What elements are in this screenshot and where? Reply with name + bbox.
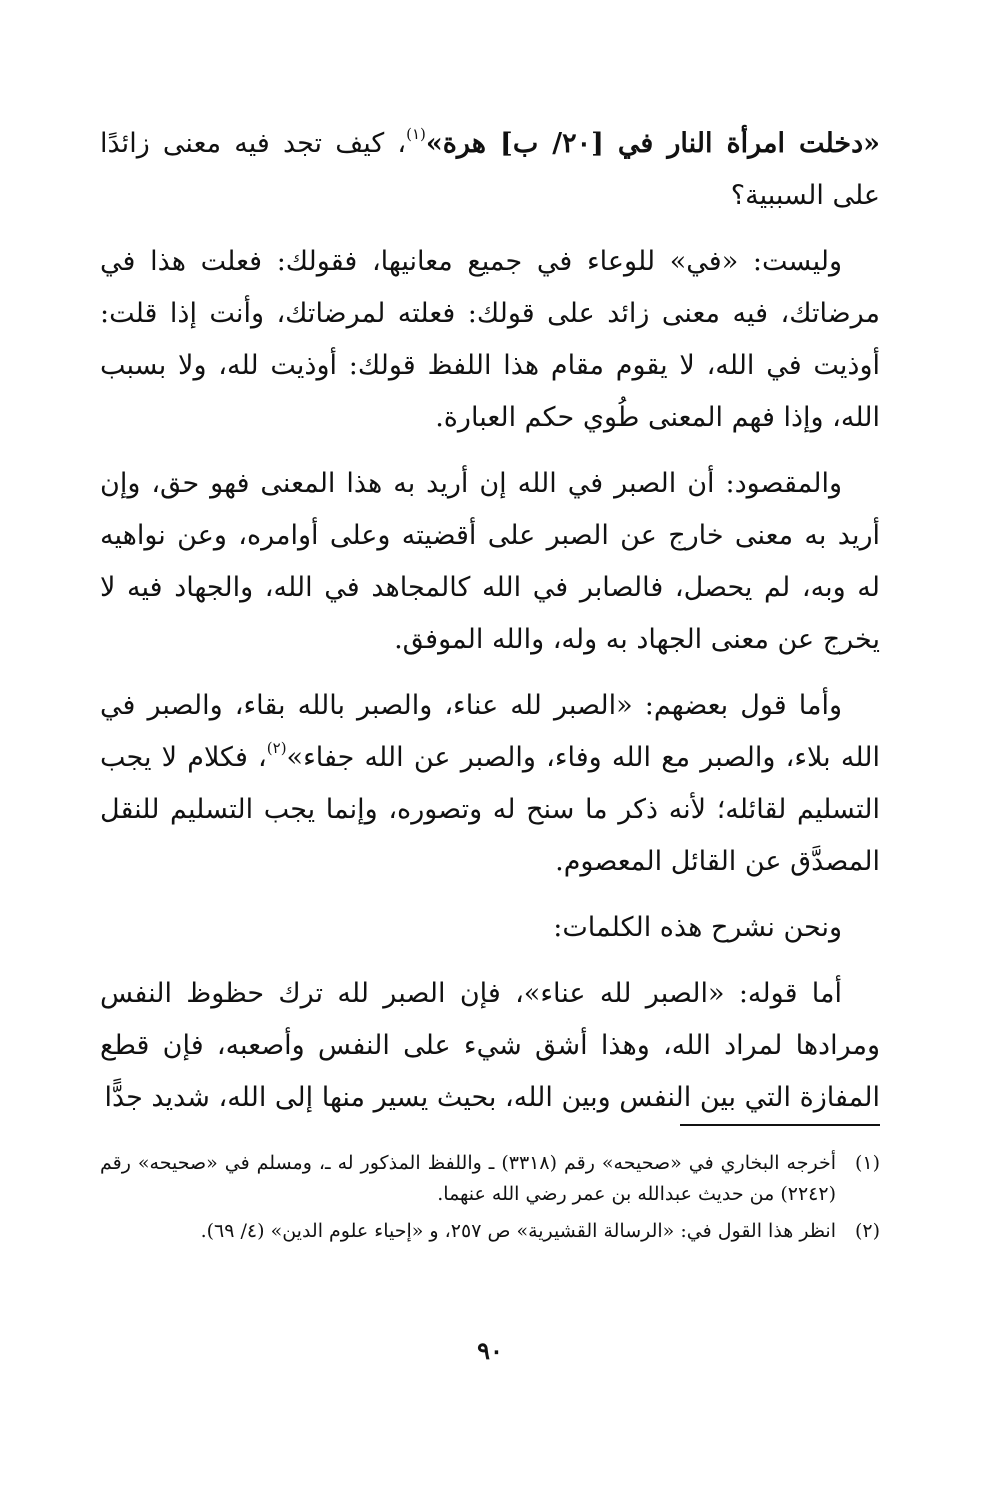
page-number: ٩٠ (477, 1336, 503, 1365)
footnote-text: أخرجه البخاري في «صحيحه» رقم (٣٣١٨) ـ واللفظ المذكور له ـ، ومسلم في «صحيحه» رقم (٢٢٤٢) من حديث عبدالله بن عمر رضي الله عنهما. (100, 1152, 836, 1205)
footnote-ref-2[interactable]: (٢) (266, 739, 287, 757)
footnote-2 (100, 1216, 880, 1247)
paragraph-3: والمقصود: أن الصبر في الله إن أريد به هذا المعنى فهو حق، وإن أريد به معنى خارج عن الصبر على أقضيته وعلى أوامره، وعن نواهيه له وبه، لم يحصل، فالصابر في الله كالمجاهد في الله، والجهاد فيه لا يخرج عن معنى الجهاد به وله، والله الموفق. (100, 468, 880, 655)
paragraph-5: ونحن نشرح هذه الكلمات: (553, 912, 842, 943)
paragraph-1 (100, 118, 880, 222)
footnote-text: انظر هذا القول في: «الرسالة القشيرية» ص ٢٥٧، و «إحياء علوم الدين» (٤/ ٦٩). (200, 1220, 836, 1242)
paragraph-1-rest: ، كيف تجد فيه معنى زائدًا على السببية؟ (100, 128, 880, 211)
footnote-ref-1[interactable]: (١) (406, 125, 426, 143)
footnote-divider (680, 1124, 880, 1126)
footnotes (100, 1148, 880, 1253)
paragraph-4 (100, 680, 880, 888)
paragraph-4-rest: ، فكلام لا يجب التسليم لقائله؛ لأنه ذكر ما سنح له وتصوره، وإنما يجب التسليم للنقل المصدَّق عن القائل المعصوم. (100, 742, 880, 877)
footnote-1 (100, 1148, 880, 1210)
footnote-number: (٢) (854, 1220, 880, 1242)
paragraph-2: وليست: «في» للوعاء في جميع معانيها، فقولك: فعلت هذا في مرضاتك، فيه معنى زائد على قولك: فعلته لمرضاتك، وأنت إذا قلت: أوذيت في الله، لا يقوم مقام هذا اللفظ قولك: أوذيت لله، ولا بسبب الله، وإذا فهم المعنى طُوي حكم العبارة. (100, 246, 880, 433)
main-text (100, 118, 880, 1138)
hadith-quote: «دخلت امرأة النار في [٢٠/ ب] هرة» (425, 128, 881, 159)
paragraph-6: أما قوله: «الصبر لله عناء»، فإن الصبر لله ترك حظوظ النفس ومرادها لمراد الله، وهذا أشق شيء على النفس وأصعبه، فإن قطع المفازة التي بين النفس وبين الله، بحيث يسير منها إلى الله، شديد جدًّا (100, 978, 880, 1113)
paragraph-4-start: وأما قول بعضهم: «الصبر لله عناء، والصبر بالله بقاء، والصبر في الله بلاء، والصبر مع الله وفاء، والصبر عن الله جفاء» (100, 690, 880, 773)
footnote-number: (١) (854, 1152, 880, 1174)
